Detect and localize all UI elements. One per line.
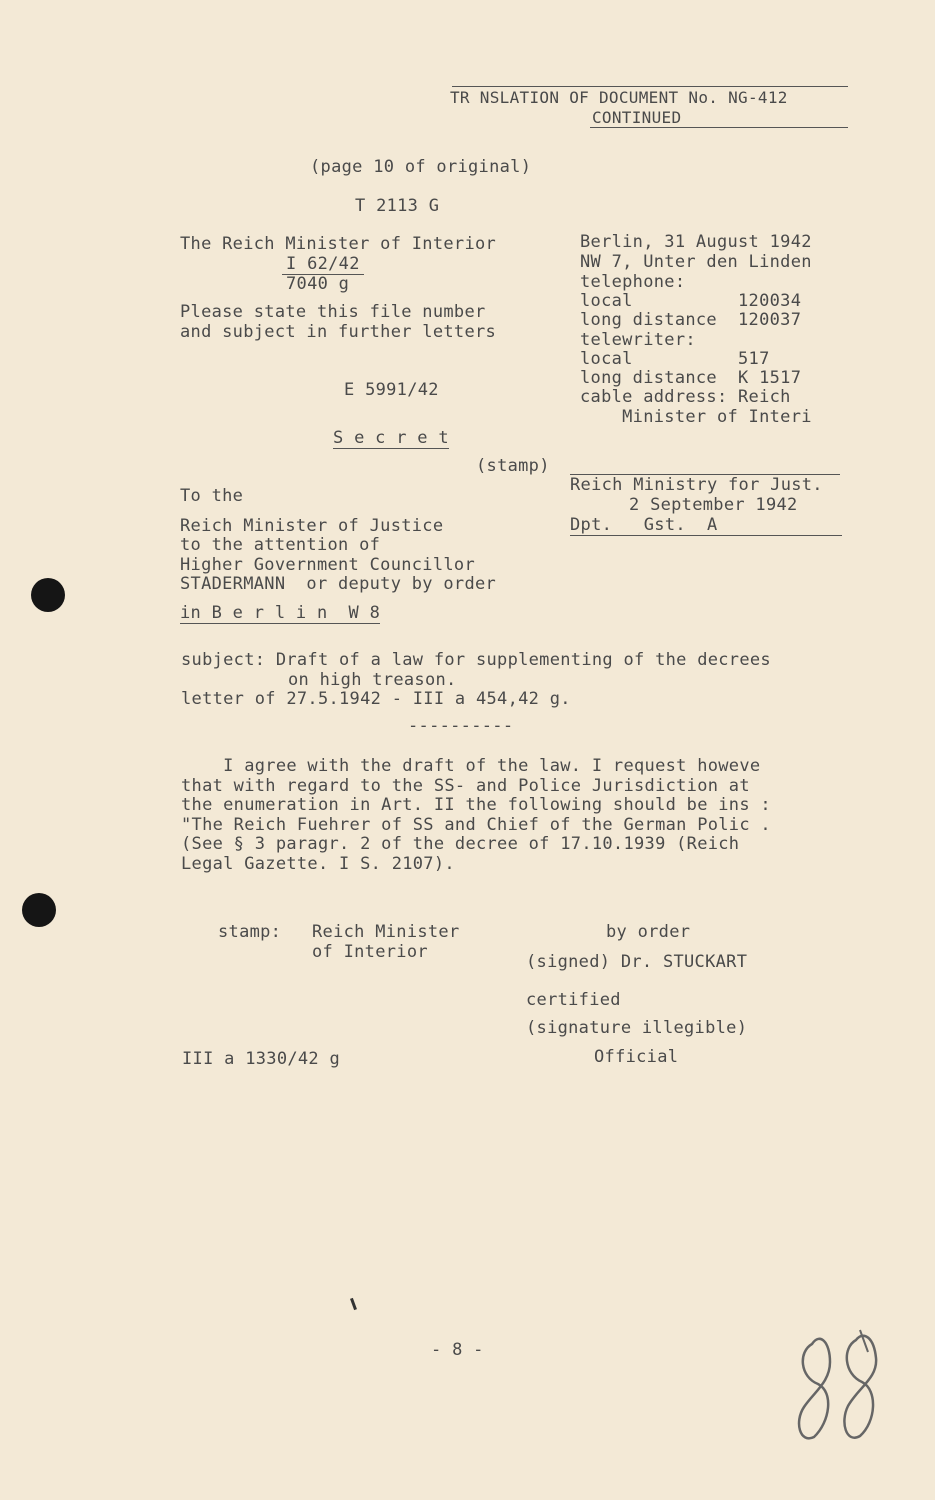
body-line2: that with regard to the SS- and Police Jurisdiction at — [181, 776, 750, 796]
header-title: TR NSLATION OF DOCUMENT No. NG-412 — [450, 88, 788, 107]
signature-certified: certified — [526, 990, 621, 1010]
received-stamp-line1: Reich Ministry for Just. — [570, 475, 823, 495]
footer-reference: III a 1330/42 g — [182, 1049, 341, 1069]
address-line9: cable address: Reich — [580, 387, 791, 407]
sender-file-number: I 62/42 — [282, 254, 364, 275]
signature-stamp-prefix: stamp: — [218, 922, 282, 942]
address-line2: NW 7, Unter den Linden — [580, 252, 812, 272]
recipient-to: To the — [180, 486, 244, 506]
sender-file-sub: 7040 g — [286, 274, 350, 294]
header-subtitle: CONTINUED — [592, 108, 682, 127]
sender-note-line2: and subject in further letters — [180, 322, 497, 342]
received-stamp-bottom-rule — [570, 535, 842, 536]
address-line6: telewriter: — [580, 330, 696, 350]
page-of-original: (page 10 of original) — [310, 157, 532, 177]
secret-label: S e c r e t — [333, 428, 449, 448]
address-line3: telephone: — [580, 272, 686, 292]
page-number: - 8 - — [431, 1340, 484, 1360]
address-line7: local 517 — [580, 349, 770, 369]
signature-stamp-text1: Reich Minister — [312, 922, 460, 942]
subject-line3: letter of 27.5.1942 - III a 454,42 g. — [181, 689, 571, 709]
signature-official: Official — [594, 1047, 679, 1067]
body-line1: I agree with the draft of the law. I request howeve — [181, 756, 761, 776]
stamp-label: (stamp) — [476, 456, 550, 476]
sender-reference: E 5991/42 — [344, 380, 439, 400]
recipient-line2: to the attention of — [180, 535, 381, 555]
body-line3: the enumeration in Art. II the following should be ins : — [181, 795, 771, 815]
sender-title: The Reich Minister of Interior — [180, 234, 497, 254]
recipient-line1: Reich Minister of Justice — [180, 516, 444, 536]
received-stamp-line3: Dpt. Gst. A — [570, 515, 718, 535]
body-line4: "The Reich Fuehrer of SS and Chief of the German Polic . — [181, 815, 771, 835]
signature-illegible: (signature illegible) — [526, 1018, 748, 1038]
address-line8: long distance K 1517 — [580, 368, 802, 388]
handwritten-page-number — [790, 1322, 900, 1452]
doc-code: T 2113 G — [355, 196, 440, 216]
punch-hole-top — [31, 578, 65, 612]
subject-line1: subject: Draft of a law for supplementing of the decrees — [181, 650, 771, 670]
stray-ink-mark — [350, 1298, 357, 1310]
signature-signed: (signed) Dr. STUCKART — [526, 952, 748, 972]
body-line6: Legal Gazette. I S. 2107). — [181, 854, 455, 874]
body-line5: (See § 3 paragr. 2 of the decree of 17.10.1939 (Reich — [181, 834, 740, 854]
subject-line2: on high treason. — [288, 670, 457, 690]
address-line5: long distance 120037 — [580, 310, 802, 330]
divider: ---------- — [408, 716, 514, 736]
received-stamp-line2: 2 September 1942 — [629, 495, 798, 515]
recipient-line3: Higher Government Councillor — [180, 555, 475, 575]
signature-by-order: by order — [606, 922, 691, 942]
address-line10: Minister of Interi — [580, 407, 812, 427]
header-top-rule — [452, 86, 848, 87]
recipient-line5: in B e r l i n W 8 — [180, 603, 381, 623]
punch-hole-bottom — [22, 893, 56, 927]
recipient-line4: STADERMANN or deputy by order — [180, 574, 497, 594]
address-line1: Berlin, 31 August 1942 — [580, 232, 812, 252]
signature-stamp-text2: of Interior — [312, 942, 428, 962]
header-bottom-rule — [590, 127, 848, 128]
sender-note-line1: Please state this file number — [180, 302, 486, 322]
address-line4: local 120034 — [580, 291, 802, 311]
